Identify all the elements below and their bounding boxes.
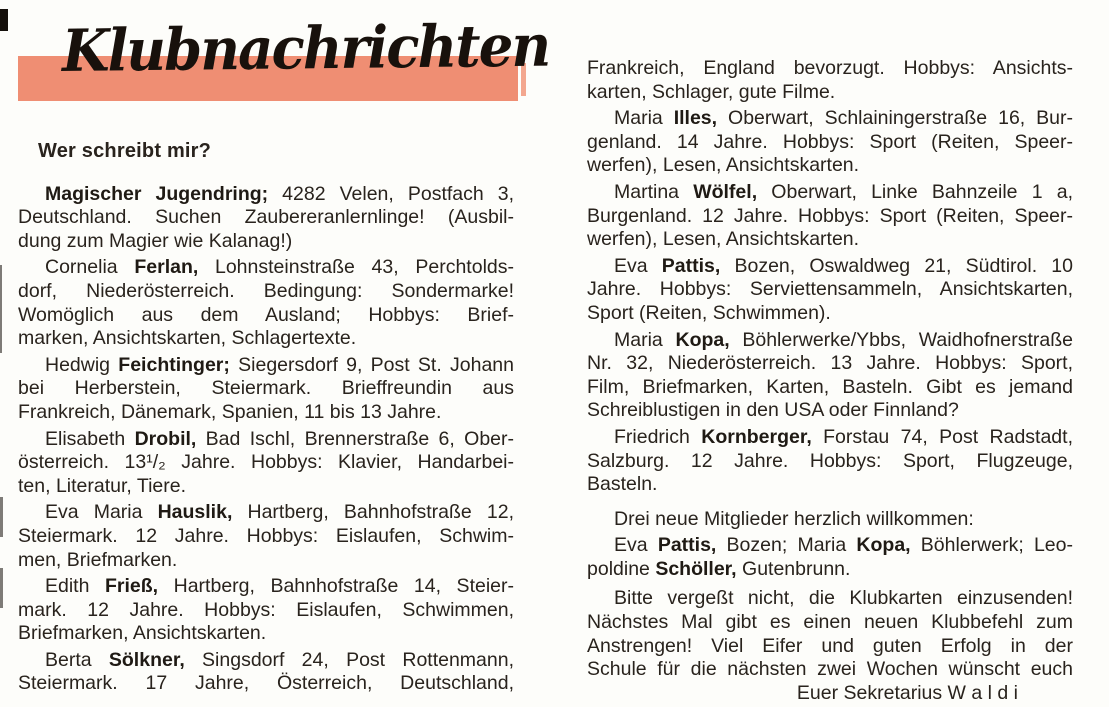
text-run: Bozen; Maria [716, 534, 857, 557]
text-line [18, 401, 514, 425]
member-name: Kopa, [856, 534, 911, 557]
text-line [587, 611, 1073, 635]
text-line [587, 181, 1073, 205]
text-line [18, 206, 514, 230]
text-line [587, 587, 1073, 611]
scan-artifact [0, 265, 2, 353]
text-line [18, 377, 514, 401]
paragraph [587, 508, 1073, 532]
text-run: Briefmarken, Ansichtskarten. [18, 622, 267, 645]
text-line [18, 280, 514, 304]
text-run: ten, Literatur, Tiere. [18, 474, 187, 497]
text-run: Hartberg, Bahnhofstraße 12, [232, 501, 514, 524]
text-line [18, 649, 514, 673]
text-run: dung zum Magier wie Kalanag!) [18, 229, 293, 252]
member-name: Pattis, [657, 534, 717, 557]
text-run: Martina [614, 180, 694, 203]
member-name: Schöller, [655, 557, 737, 580]
text-run: Anstrengen! Viel Eifer und guten Erfolg in der [587, 634, 1073, 657]
text-run: österreich. 13¹/₂ Jahre. Hobbys: Klavier, Handarbei- [18, 451, 514, 474]
text-line [18, 501, 514, 525]
text-run: Eva [614, 254, 662, 277]
text-line [18, 475, 514, 499]
text-run: 4282 Velen, Postfach 3, [268, 182, 515, 205]
text-line [18, 451, 514, 475]
text-run: Sport (Reiten, Schwimmen). [587, 301, 831, 324]
text-run: Forstau 74, Post Radstadt, [811, 425, 1073, 448]
text-line [587, 154, 1073, 178]
text-run: Eva Maria [45, 501, 158, 524]
paragraph [18, 256, 514, 350]
text-run: marken, Ansichtskarten, Schlagertexte. [18, 327, 357, 350]
text-run: Eva [614, 534, 658, 557]
text-line [587, 473, 1073, 497]
text-line [587, 81, 1073, 105]
text-run: Böhlerwerke/Ybbs, Waidhofnerstraße [729, 328, 1073, 351]
text-run: Böhlerwerk; Leo- [910, 534, 1073, 557]
scan-artifact [0, 497, 3, 537]
text-line [18, 327, 514, 351]
text-line [587, 534, 1073, 558]
text-line [18, 599, 514, 623]
text-run: Hartberg, Bahnhofstraße 14, Steier- [158, 575, 514, 598]
text-run: men, Briefmarken. [18, 548, 178, 571]
text-run: werfen), Lesen, Ansichtskarten. [587, 228, 860, 251]
text-run: Singsdorf 24, Post Rottenmann, [184, 648, 515, 671]
scan-artifact [0, 9, 8, 31]
text-run: Hedwig [45, 353, 119, 376]
text-run: Bad Ischl, Brennerstraße 6, Ober- [196, 427, 515, 450]
text-line [587, 376, 1073, 400]
text-line [18, 575, 514, 599]
paragraph [18, 649, 514, 696]
text-run: Maria [614, 328, 676, 351]
paragraph [587, 329, 1073, 423]
text-run: Siegersdorf 9, Post St. Johann [229, 353, 515, 376]
text-run: bei Herberstein, Steiermark. Brieffreundin aus [18, 377, 514, 400]
member-name: Drobil, [134, 427, 197, 450]
text-line [18, 428, 514, 452]
text-run: Schreiblustigen in den USA oder Finnland? [587, 399, 959, 422]
text-run: dorf, Niederösterreich. Bedingung: Sondermarke! [18, 279, 514, 302]
text-line [587, 205, 1073, 229]
text-line [587, 107, 1073, 131]
text-run: Film, Briefmarken, Karten, Basteln. Gibt es jemand [587, 375, 1073, 398]
text-line [587, 508, 1073, 532]
text-run: Nr. 32, Niederösterreich. 13 Jahre. Hobbys: Sport, [587, 352, 1073, 375]
page-title: Klubnachrichten [61, 11, 550, 85]
member-name: Sölkner, [108, 648, 185, 671]
member-name: Feichtinger; [118, 353, 230, 376]
paragraph [587, 587, 1073, 705]
text-run: Jahre. Hobbys: Serviettensammeln, Ansichtskarten, [587, 278, 1073, 301]
text-line [587, 278, 1073, 302]
text-run: Steiermark. 12 Jahre. Hobbys: Eislaufen, Schwim- [18, 524, 514, 547]
text-run: genland. 14 Jahre. Hobbys: Sport (Reiten, Speer- [587, 130, 1073, 153]
paragraph [18, 428, 514, 499]
text-run: Bozen, Oswaldweg 21, Südtirol. 10 [720, 254, 1073, 277]
paragraph [587, 534, 1073, 581]
text-run: Gutenbrunn. [736, 557, 851, 580]
member-name: Pattis, [661, 254, 721, 277]
text-line [587, 399, 1073, 423]
text-line [18, 256, 514, 280]
text-line [18, 354, 514, 378]
text-run: Womöglich aus dem Ausland; Hobbys: Brief- [18, 303, 514, 326]
text-line [587, 352, 1073, 376]
text-run: Nächstes Mal gibt es einen neuen Klubbefehl zum [587, 611, 1073, 634]
text-run: mark. 12 Jahre. Hobbys: Eislaufen, Schwimmen, [18, 598, 514, 621]
paragraph [587, 181, 1073, 252]
text-line [587, 131, 1073, 155]
text-run: Bitte vergeßt nicht, die Klubkarten einzusenden! [614, 587, 1073, 610]
text-line [587, 255, 1073, 279]
text-run: Euer Sekretarius W a l d i [796, 681, 1018, 704]
paragraph [587, 57, 1073, 104]
text-run: Burgenland. 12 Jahre. Hobbys: Sport (Reiten, Speer- [587, 204, 1073, 227]
member-name: Magischer Jugendring; [45, 182, 269, 205]
text-line [587, 228, 1073, 252]
paragraph [587, 426, 1073, 497]
text-line [18, 525, 514, 549]
text-line [18, 230, 514, 254]
text-run: Lohnsteinstraße 43, Perchtolds- [198, 256, 514, 279]
text-line [587, 682, 1073, 706]
text-run: Maria [614, 107, 674, 130]
text-run: Frankreich, Dänemark, Spanien, 11 bis 13 Jahre. [18, 400, 442, 423]
text-line [587, 558, 1073, 582]
text-run: Friedrich [614, 425, 702, 448]
section-heading: Wer schreibt mir? [38, 140, 212, 162]
text-run: karten, Schlager, gute Filme. [587, 80, 836, 103]
text-line [587, 329, 1073, 353]
right-column-paragraphs [587, 57, 1073, 705]
text-run: Drei neue Mitglieder herzlich willkommen: [614, 507, 974, 530]
member-name: Ferlan, [134, 256, 199, 279]
text-line [18, 672, 514, 696]
member-name: Wölfel, [693, 180, 758, 203]
paragraph [18, 183, 514, 254]
text-run: Berta [45, 648, 109, 671]
right-column [587, 57, 1073, 705]
member-name: Frieß, [105, 575, 159, 598]
text-line [18, 183, 514, 207]
text-run: Schule für die nächsten zwei Wochen wünscht euch [587, 658, 1073, 681]
text-line [587, 302, 1073, 326]
paragraph [18, 354, 514, 425]
text-run: Oberwart, Schlainingerstraße 16, Bur- [717, 107, 1073, 130]
paragraph [587, 255, 1073, 326]
text-line [587, 57, 1073, 81]
paragraph [18, 575, 514, 646]
text-run: Deutschland. Suchen Zaubereranlernlinge! (Ausbil- [18, 206, 514, 229]
text-line [18, 549, 514, 573]
scan-artifact [0, 568, 3, 608]
left-column-paragraphs [18, 183, 514, 696]
text-line [18, 304, 514, 328]
left-column [18, 140, 514, 696]
member-name: Kopa, [675, 328, 730, 351]
text-run: Basteln. [587, 473, 658, 496]
text-run: werfen), Lesen, Ansichtskarten. [587, 154, 860, 177]
text-line [587, 635, 1073, 659]
member-name: Hauslik, [157, 501, 233, 524]
text-run: Edith [45, 575, 105, 598]
paragraph [587, 107, 1073, 178]
text-run: Steiermark. 17 Jahre, Österreich, Deutschland, [18, 672, 514, 695]
paragraph [18, 501, 514, 572]
text-line [587, 658, 1073, 682]
text-run: Salzburg. 12 Jahre. Hobbys: Sport, Flugzeuge, [587, 449, 1073, 472]
text-run: Oberwart, Linke Bahnzeile 1 a, [757, 180, 1073, 203]
member-name: Kornberger, [701, 425, 812, 448]
member-name: Illes, [673, 107, 718, 130]
text-run: Frankreich, England bevorzugt. Hobbys: Ansichts- [587, 57, 1073, 79]
text-run: poldine [587, 557, 656, 580]
text-run: Cornelia [45, 256, 135, 279]
text-line [18, 622, 514, 646]
text-run: Elisabeth [45, 427, 135, 450]
text-line [587, 450, 1073, 474]
text-line [587, 426, 1073, 450]
